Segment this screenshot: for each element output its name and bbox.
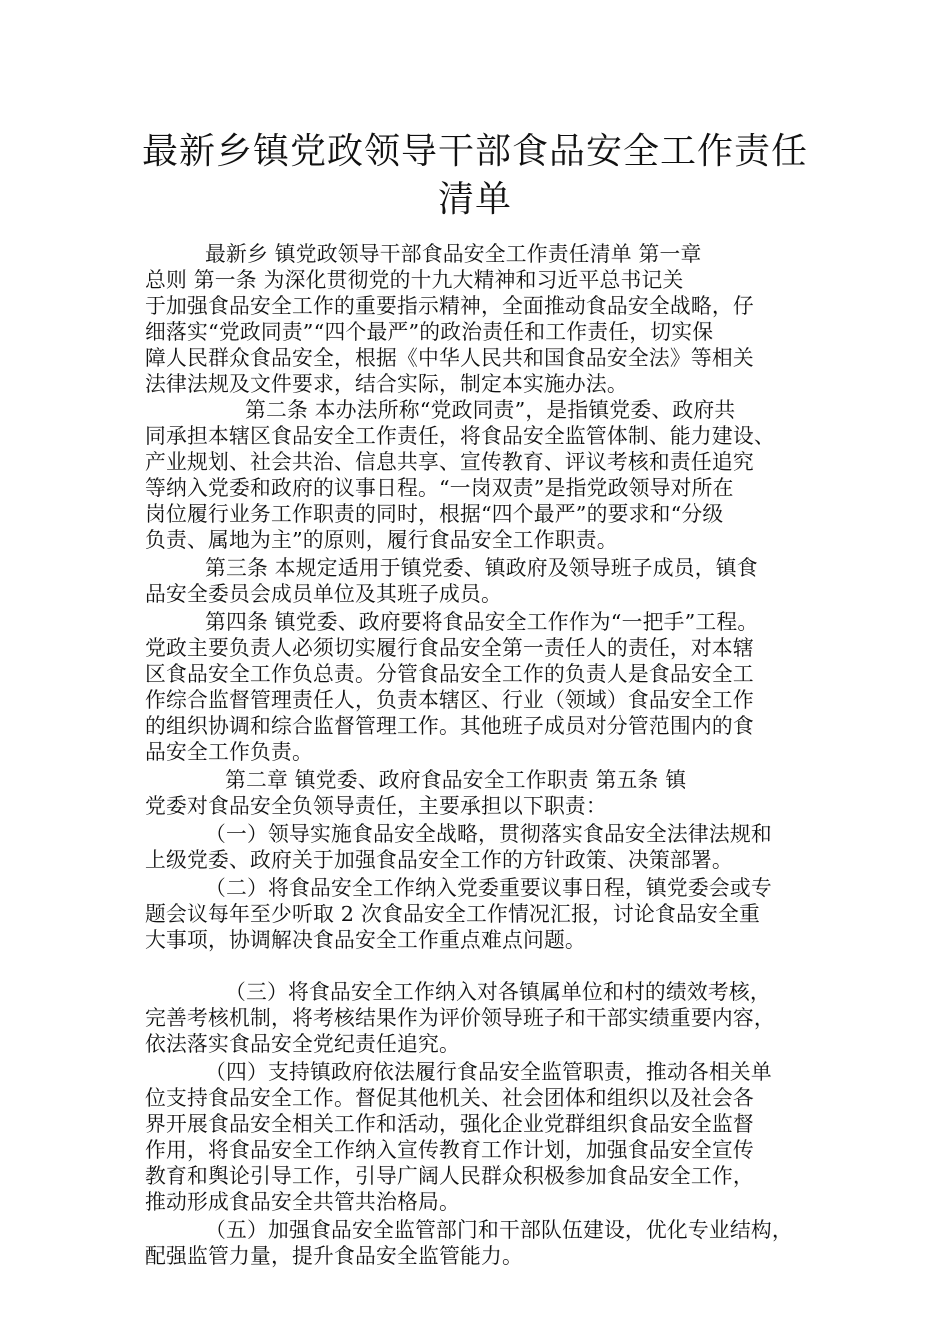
body-line: （三）将食品安全工作纳入对各镇属单位和村的绩效考核， [225,980,771,1004]
body-line: 党政主要负责人必须切实履行食品安全第一责任人的责任，对本辖 [145,636,754,660]
body-line: 依法落实食品安全党纪责任追究。 [145,1032,460,1056]
body-line: 障人民群众食品安全，根据《中华人民共和国食品安全法》等相关 [145,346,754,370]
body-line: 完善考核机制，将考核结果作为评价领导班子和干部实绩重要内容， [145,1006,775,1030]
body-line: 产业规划、社会共治、信息共享、宣传教育、评议考核和责任追究 [145,450,754,474]
body-line: 上级党委、政府关于加强食品安全工作的方针政策、决策部署。 [145,848,733,872]
body-line: 法律法规及文件要求，结合实际，制定本实施办法。 [145,372,628,396]
body-line: 第二条 本办法所称“党政同责”，是指镇党委、政府共 [245,398,736,422]
body-line: 细落实“党政同责”“四个最严”的政治责任和工作责任，切实保 [145,320,714,344]
body-line: 负责、属地为主”的原则，履行食品安全工作职责。 [145,528,618,552]
body-line: 作综合监督管理责任人，负责本辖区、行业（领域）食品安全工作 [145,688,754,712]
body-line: 教育和舆论引导工作，引导广阔人民群众积极参加食品安全工作， [145,1164,754,1188]
body-line: 最新乡 镇党政领导干部食品安全工作责任清单 第一章 [205,242,702,266]
body-line: （四）支持镇政府依法履行食品安全监管职责，推动各相关单 [205,1060,772,1084]
body-line: 品安全委员会成员单位及其班子成员。 [145,582,502,606]
body-line: 品安全工作负责。 [145,740,313,764]
body-line: 配强监管力量，提升食品安全监管能力。 [145,1244,523,1268]
title-line-1: 最新乡镇党政领导干部食品安全工作责任 [141,131,808,172]
document-title [0,128,950,224]
body-line: 大事项，协调解决食品安全工作重点难点问题。 [145,928,586,952]
body-line: 党委对食品安全负领导责任，主要承担以下职责： [145,794,607,818]
body-line: （二）将食品安全工作纳入党委重要议事日程，镇党委会或专 [205,876,772,900]
body-line: 题会议每年至少听取 2 次食品安全工作情况汇报，讨论食品安全重 [145,902,760,926]
body-line: （一）领导实施食品安全战略，贯彻落实食品安全法律法规和 [205,822,772,846]
body-line: 等纳入党委和政府的议事日程。“一岗双责”是指党政领导对所在 [145,476,734,500]
body-line: 第三条 本规定适用于镇党委、镇政府及领导班子成员，镇食 [205,556,758,580]
body-line: 总则 第一条 为深化贯彻党的十九大精神和习近平总书记关 [145,268,684,292]
body-line: 同承担本辖区食品安全工作责任，将食品安全监管体制、能力建设、 [145,424,775,448]
body-line: 岗位履行业务工作职责的同时，根据“四个最严”的要求和“分级 [145,502,724,526]
body-line: 的组织协调和综合监督管理工作。其他班子成员对分管范围内的食 [145,714,754,738]
body-line: 界开展食品安全相关工作和活动，强化企业党群组织食品安全监督 [145,1112,754,1136]
body-line: 推动形成食品安全共管共治格局。 [145,1190,460,1214]
body-line: 第二章 镇党委、政府食品安全工作职责 第五条 镇 [225,768,687,792]
body-line: 于加强食品安全工作的重要指示精神，全面推动食品安全战略，仔 [145,294,754,318]
body-line: 区食品安全工作负总责。分管食品安全工作的负责人是食品安全工 [145,662,754,686]
body-line: 位支持食品安全工作。督促其他机关、社会团体和组织以及社会各 [145,1086,754,1110]
body-line: 第四条 镇党委、政府要将食品安全工作作为“一把手”工程。 [205,610,759,634]
title-line-2: 清单 [437,179,512,220]
body-line: （五）加强食品安全监管部门和干部队伍建设，优化专业结构， [205,1218,793,1242]
body-line: 作用，将食品安全工作纳入宣传教育工作计划，加强食品安全宣传 [145,1138,754,1162]
